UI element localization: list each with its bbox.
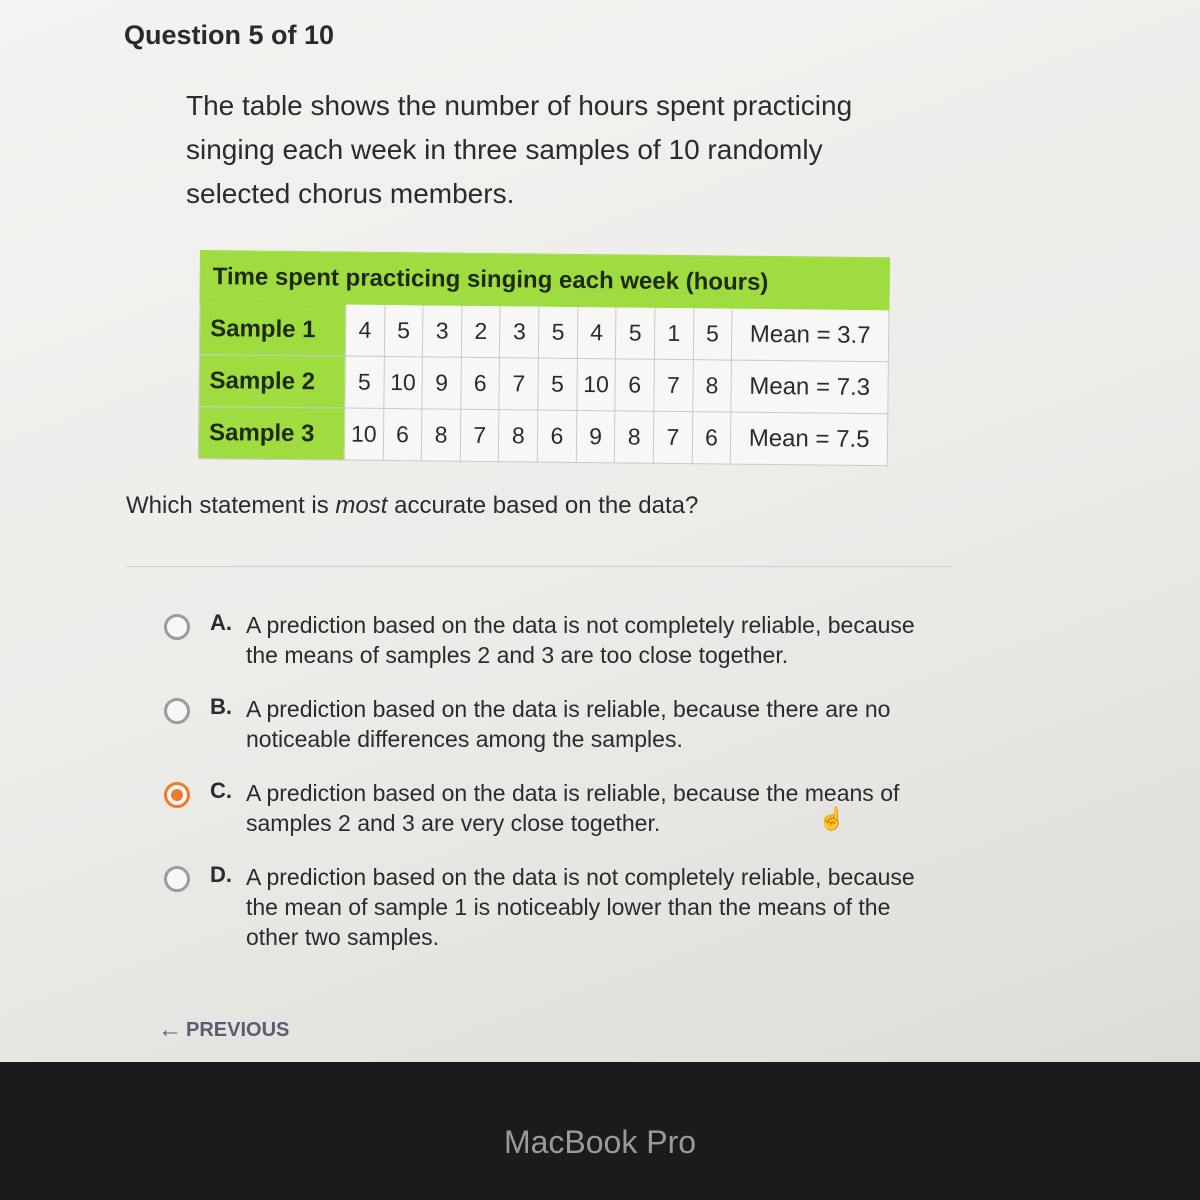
question-progress: Question 5 of 10 bbox=[124, 20, 335, 50]
cell-value: 10 bbox=[383, 356, 422, 408]
cell-mean: Mean = 7.3 bbox=[731, 360, 888, 414]
cell-value: 5 bbox=[538, 358, 577, 410]
question-text-emphasis: most bbox=[335, 492, 388, 519]
table-row bbox=[199, 303, 889, 362]
cell-value: 3 bbox=[423, 305, 462, 357]
option-text: A prediction based on the data is reliable, because there are no noticeable differences among the samples. bbox=[246, 696, 891, 752]
cell-mean: Mean = 7.5 bbox=[730, 412, 887, 466]
row-label: Sample 1 bbox=[199, 303, 345, 357]
radio-button-d[interactable] bbox=[164, 866, 190, 892]
cell-value: 10 bbox=[577, 358, 616, 410]
question-text-end: accurate based on the data? bbox=[387, 492, 699, 519]
cell-value: 5 bbox=[616, 307, 655, 359]
cell-value: 7 bbox=[499, 358, 538, 410]
question-text-start: Which statement is bbox=[126, 492, 336, 519]
previous-button[interactable] bbox=[158, 1016, 289, 1044]
cell-value: 5 bbox=[345, 356, 384, 408]
answer-options bbox=[160, 608, 960, 950]
data-table bbox=[198, 250, 890, 466]
cell-value: 7 bbox=[654, 359, 693, 411]
divider bbox=[126, 566, 952, 567]
cell-value: 5 bbox=[538, 306, 577, 358]
option-letter: A. bbox=[210, 610, 232, 635]
cell-value: 4 bbox=[345, 304, 384, 356]
radio-button-b[interactable] bbox=[164, 698, 190, 724]
cell-value: 6 bbox=[461, 357, 500, 409]
arrow-left-icon: ← bbox=[158, 1016, 182, 1043]
option-text: A prediction based on the data is not completely reliable, because the mean of sample 1 is noticeably lower than the means of the other two samples. bbox=[246, 864, 915, 950]
option-a[interactable] bbox=[160, 608, 960, 692]
cell-value: 8 bbox=[692, 360, 731, 412]
cell-value: 9 bbox=[576, 410, 615, 462]
option-text: A prediction based on the data is not completely reliable, because the means of samples 2 and 3 are too close together. bbox=[246, 612, 915, 668]
radio-button-a[interactable] bbox=[164, 614, 190, 640]
row-label: Sample 2 bbox=[199, 354, 345, 408]
cell-value: 1 bbox=[654, 307, 693, 359]
cell-value: 7 bbox=[460, 409, 499, 461]
table-row bbox=[199, 354, 889, 413]
cell-value: 8 bbox=[499, 410, 538, 462]
hand-cursor-icon: ☝ bbox=[818, 806, 846, 831]
question-text bbox=[126, 492, 698, 520]
cell-mean: Mean = 3.7 bbox=[732, 308, 889, 362]
cell-value: 6 bbox=[615, 359, 654, 411]
cell-value: 5 bbox=[384, 304, 423, 356]
option-letter: B. bbox=[210, 694, 232, 719]
radio-button-c[interactable] bbox=[164, 782, 190, 808]
cell-value: 3 bbox=[500, 306, 539, 358]
option-letter: D. bbox=[210, 862, 232, 887]
cell-value: 7 bbox=[653, 411, 692, 463]
cell-value: 5 bbox=[693, 308, 732, 360]
cell-value: 6 bbox=[692, 412, 731, 464]
previous-label: PREVIOUS bbox=[186, 1018, 290, 1041]
table-title: Time spent practicing singing each week (hours) bbox=[200, 251, 890, 310]
cell-value: 6 bbox=[383, 408, 422, 460]
cell-value: 8 bbox=[422, 409, 461, 461]
option-text: A prediction based on the data is reliable, because the means of samples 2 and 3 are very close together. bbox=[246, 780, 900, 836]
cell-value: 10 bbox=[344, 408, 383, 460]
option-b[interactable] bbox=[160, 692, 960, 776]
cell-value: 9 bbox=[422, 357, 461, 409]
question-prompt: The table shows the number of hours spent practicing singing each week in three samples of 10 randomly selected chorus members. bbox=[186, 90, 853, 209]
cell-value: 6 bbox=[537, 410, 576, 462]
option-d[interactable] bbox=[160, 860, 960, 950]
option-letter: C. bbox=[210, 778, 232, 803]
row-label: Sample 3 bbox=[198, 406, 344, 460]
cell-value: 2 bbox=[461, 305, 500, 357]
cell-value: 8 bbox=[615, 411, 654, 463]
cell-value: 4 bbox=[577, 306, 616, 358]
table-row bbox=[198, 406, 888, 465]
device-label: MacBook Pro bbox=[503, 1124, 697, 1160]
